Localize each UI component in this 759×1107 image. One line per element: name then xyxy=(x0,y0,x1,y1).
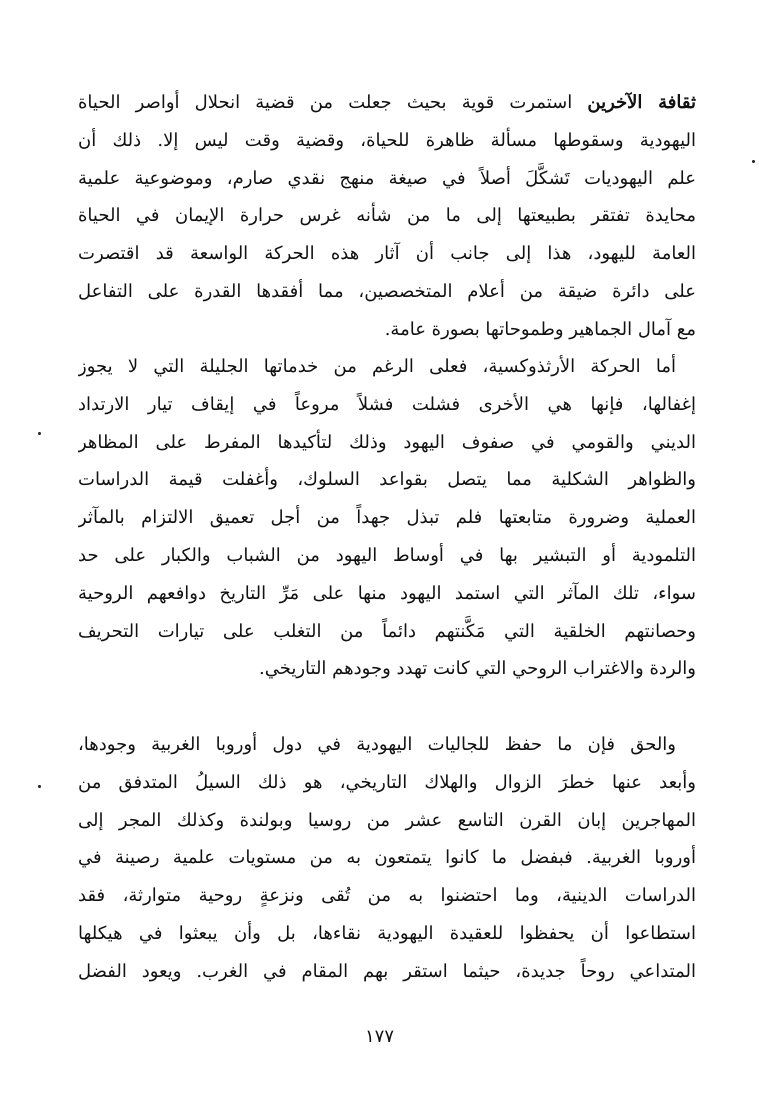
paragraph-line: المتداعي روحاً جديدة، حيثما استقر بهم المقام في الغرب. ويعود الفضل xyxy=(78,960,696,982)
paragraph-line: التلمودية أو التبشير بها في أوساط اليهود من الشباب والكبار على حد xyxy=(78,544,696,566)
paragraph-line: والردة والاغتراب الروحي التي كانت تهدد وجودهم التاريخي. xyxy=(258,658,696,680)
paragraph-line: مع آمال الجماهير وطموحاتها بصورة عامة. xyxy=(384,318,696,340)
paragraph-line: المهاجرين إبان القرن التاسع عشر من روسيا وبولندة وكذلك المجر إلى xyxy=(78,809,696,831)
paragraph-1 xyxy=(78,84,696,349)
paragraph-line: اليهودية وسقوطها مسألة ظاهرة للحياة، وقضية وقت ليس إلا. ذلك أن xyxy=(78,129,696,151)
margin-mark xyxy=(752,160,755,163)
margin-mark xyxy=(38,785,41,788)
paragraph-line: علم اليهوديات تَشكَّلَ أصلاً في صيغة منهج نقدي صارم، وموضوعية علمية xyxy=(78,167,696,189)
paragraph-line: الديني والقومي في صفوف اليهود وذلك لتأكيدها المفرط على المظاهر xyxy=(78,431,696,453)
page-number: ١٧٧ xyxy=(364,1026,394,1047)
paragraph-line: ثقافة الآخرين استمرت قوية بحيث جعلت من قضية انحلال أواصر الحياة xyxy=(78,92,696,113)
paragraph-line: العملية وضرورة متابعتها فلم تبذل جهداً من أجل تعميق الالتزام بالمآثر xyxy=(78,507,696,529)
paragraph-line: وأبعد عنها خطرَ الزوال والهلاك التاريخي، هو ذلك السيلُ المتدفق من xyxy=(78,771,696,793)
paragraph-line: أما الحركة الأرثذوكسية، فعلى الرغم من خدماتها الجليلة التي لا يجوز xyxy=(78,356,676,377)
paragraph-3 xyxy=(78,726,696,991)
lead-bold-phrase: ثقافة الآخرين xyxy=(587,92,696,113)
paragraph-2 xyxy=(78,348,696,688)
paragraph-line: على دائرة ضيقة من أعلام المتخصصين، مما أفقدها القدرة على التفاعل xyxy=(78,280,696,302)
paragraph-line: العامة لليهود، هذا إلى جانب أن آثار هذه الحركة الواسعة قد اقتصرت xyxy=(78,243,696,265)
paragraph-line: أوروبا الغربية. فبفضل ما كانوا يتمتعون به من مستويات علمية رصينة في xyxy=(78,847,696,869)
paragraph-line: محايدة تفتقر بطبيعتها إلى ما من شأنه غرس حرارة الإيمان في الحياة xyxy=(78,205,696,227)
paragraph-line: إغفالها، فإنها هي الأخرى فشلت فشلاً مروعاً في إيقاف تيار الارتداد xyxy=(78,393,696,415)
paragraph-line: والظواهر الشكلية مما يتصل بقواعد السلوك، وأغفلت قيمة الدراسات xyxy=(78,469,696,491)
paragraph-line: سواء، تلك المآثر التي استمد اليهود منها على مَرِّ التاريخ دوافعهم الروحية xyxy=(78,582,696,604)
margin-mark xyxy=(38,432,41,435)
paragraph-line: وحصانتهم الخلقية التي مَكَّنتهم دائماً من التغلب على تيارات التحريف xyxy=(78,620,696,642)
paragraph-line: والحق فإن ما حفظ للجاليات اليهودية في دول أوروبا الغربية وجودها، xyxy=(78,734,676,755)
paragraph-line: الدراسات الدينية، وما احتضنوا به من تُقى ونزعةٍ روحية متوارثة، فقد xyxy=(78,885,696,907)
paragraph-line: استطاعوا أن يحفظوا للعقيدة اليهودية نقاءها، بل وأن يبعثوا في هيكلها xyxy=(78,922,696,944)
